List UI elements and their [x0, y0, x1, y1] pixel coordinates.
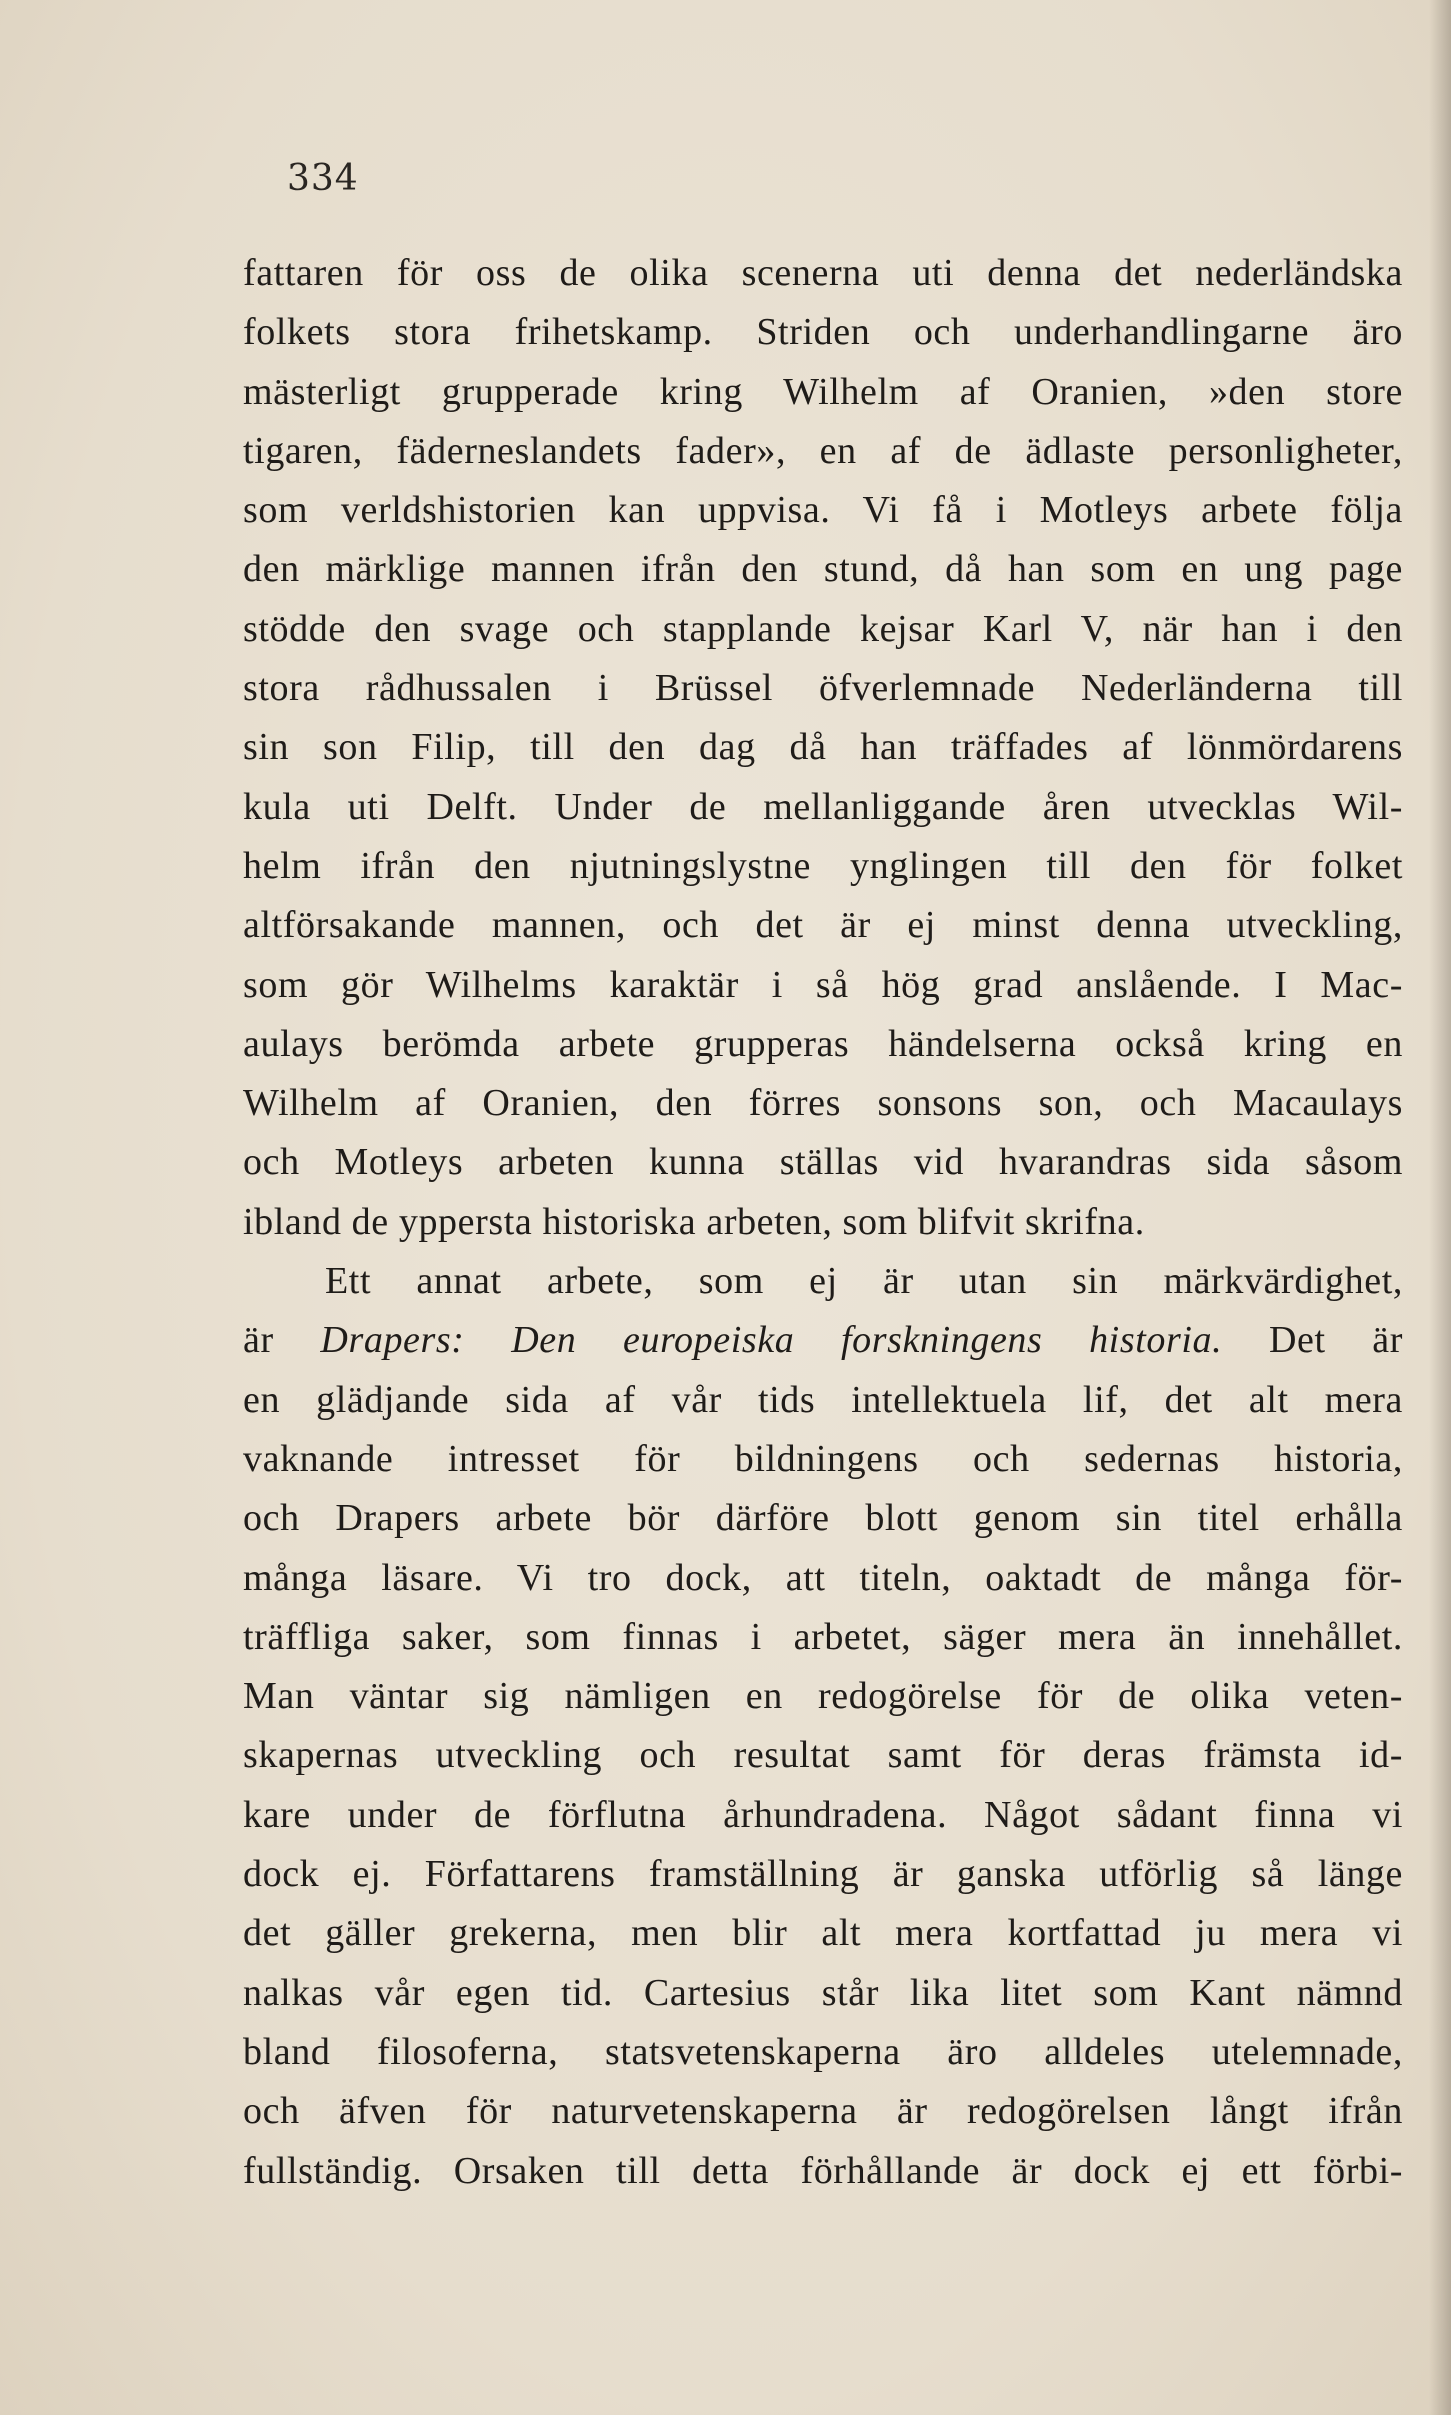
- text-line: den märklige mannen ifrån den stund, då han som en ung page: [243, 548, 1403, 591]
- text-line: det gäller grekerna, men blir alt mera kortfattad ju mera vi: [243, 1912, 1403, 1955]
- text-fragment: Det är: [1268, 1319, 1403, 1362]
- text-line: skapernas utveckling och resultat samt för deras främsta id-: [243, 1734, 1403, 1777]
- text-line: helm ifrån den njutningslystne ynglingen till den för folket: [243, 844, 1403, 887]
- text-line: folkets stora frihetskamp. Striden och underhandlingarne äro: [243, 311, 1403, 354]
- page-edge-shadow: [1429, 0, 1451, 2415]
- body-text: [243, 244, 1403, 2201]
- text-line: vaknande intresset för bildningens och sedernas historia,: [243, 1437, 1403, 1480]
- text-line: mästerligt grupperade kring Wilhelm af Oranien, »den store: [243, 370, 1403, 413]
- text-line: Man väntar sig nämligen en redogörelse för de olika veten-: [243, 1675, 1403, 1718]
- text-line: och Motleys arbeten kunna ställas vid hvarandras sida såsom: [243, 1141, 1403, 1184]
- text-line: bland filosoferna, statsvetenskaperna äro alldeles utelemnade,: [243, 2030, 1403, 2073]
- text-line: en glädjande sida af vår tids intellektuela lif, det alt mera: [243, 1378, 1403, 1421]
- page-number: 334: [287, 158, 359, 199]
- text-line: dock ej. Författarens framställning är ganska utförlig så länge: [243, 1853, 1403, 1896]
- text-line: stödde den svage och stapplande kejsar Karl V, när han i den: [243, 607, 1403, 650]
- text-line: och äfven för naturvetenskaperna är redogörelsen långt ifrån: [243, 2090, 1403, 2133]
- text-line: Wilhelm af Oranien, den förres sonsons son, och Macaulays: [243, 1082, 1403, 1125]
- text-fragment: är: [243, 1319, 274, 1362]
- text-line-with-title: [243, 1311, 1403, 1370]
- text-line: som gör Wilhelms karaktär i så hög grad anslående. I Mac-: [243, 963, 1403, 1006]
- text-line: många läsare. Vi tro dock, att titeln, oaktadt de många för-: [243, 1556, 1403, 1599]
- text-line: sin son Filip, till den dag då han träffades af lönmördarens: [243, 726, 1403, 769]
- text-line: fattaren för oss de olika scenerna uti denna det nederländska: [243, 252, 1403, 294]
- text-line: kula uti Delft. Under de mellanliggande åren utvecklas Wil-: [243, 785, 1403, 828]
- text-line: fullständig. Orsaken till detta förhållande är dock ej ett förbi-: [243, 2149, 1403, 2192]
- book-title: Drapers: Den europeiska forskningens historia.: [320, 1319, 1223, 1362]
- text-line: och Drapers arbete bör därföre blott genom sin titel erhålla: [243, 1497, 1403, 1540]
- paragraph-end-line: ibland de yppersta historiska arbeten, som blifvit skrifna.: [243, 1200, 1145, 1243]
- text-line: aulays berömda arbete grupperas händelserna också kring en: [243, 1022, 1403, 1065]
- text-line: tigaren, fäderneslandets fader», en af de ädlaste personligheter,: [243, 429, 1403, 472]
- text-line: stora rådhussalen i Brüssel öfverlemnade Nederländerna till: [243, 667, 1403, 710]
- text-line: som verldshistorien kan uppvisa. Vi få i Motleys arbete följa: [243, 489, 1403, 532]
- paragraph-start-line: Ett annat arbete, som ej är utan sin märkvärdighet,: [325, 1260, 1403, 1303]
- text-line: nalkas vår egen tid. Cartesius står lika litet som Kant nämnd: [243, 1971, 1403, 2014]
- text-line: kare under de förflutna århundradena. Något sådant finna vi: [243, 1793, 1403, 1836]
- text-line: altförsakande mannen, och det är ej minst denna utveckling,: [243, 904, 1403, 947]
- text-line: träffliga saker, som finnas i arbetet, säger mera än innehållet.: [243, 1615, 1403, 1658]
